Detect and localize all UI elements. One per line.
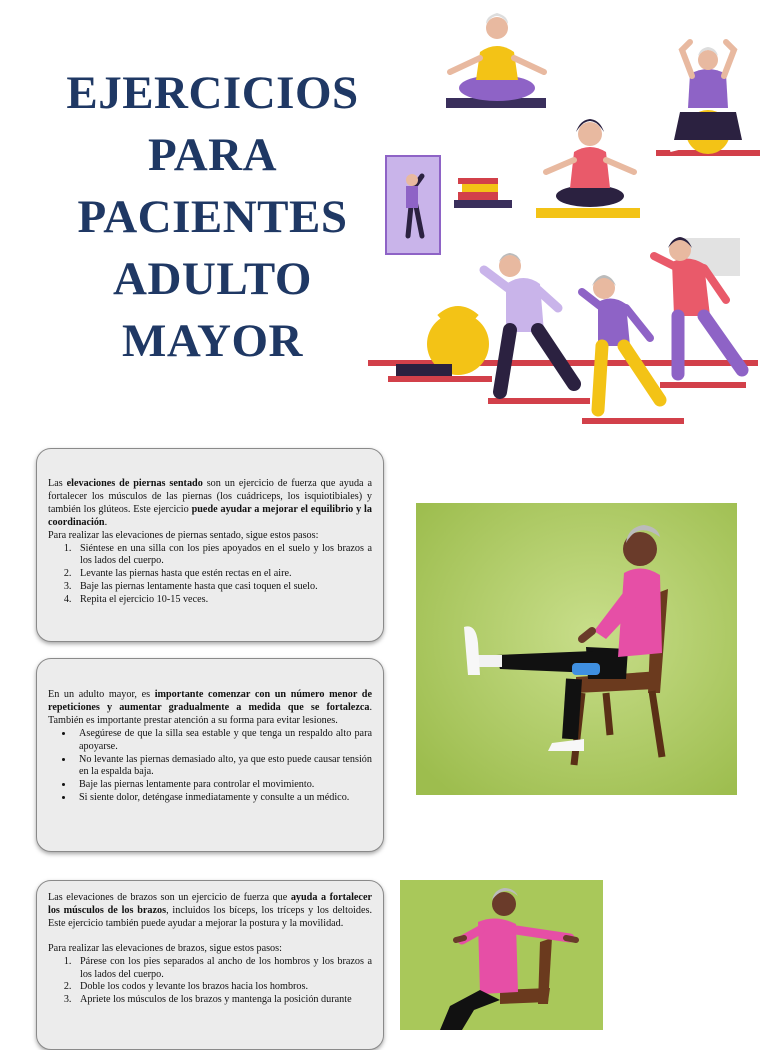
title-line: PACIENTES	[77, 191, 348, 243]
intro-text: son un ejercicio de fuerza que ayuda a fortalecer los músculos de las piernas (los cuádriceps, los isquiotibiales) y también los glúteos. Este ejercicio	[48, 478, 372, 515]
leg-raise-photo	[416, 503, 737, 795]
title-line: ADULTO	[113, 253, 312, 305]
card-intro	[48, 478, 372, 530]
books-icon	[454, 178, 512, 208]
title-line: PARA	[147, 129, 278, 181]
card-intro	[48, 892, 372, 931]
intro-text: Las	[48, 478, 67, 489]
intro-text: . También es importante prestar atención a su forma para evitar lesiones.	[48, 701, 372, 726]
leg-raise-info-card	[36, 448, 384, 642]
page-title	[40, 62, 385, 372]
tip-item: • No levante las piernas demasiado alto, ya que esto puede causar tensión en la espalda baja.	[74, 754, 372, 780]
card-intro	[48, 689, 372, 728]
step-item: 3. Baje las piernas lentamente hasta que casi toquen el suelo.	[74, 581, 372, 594]
step-item: 2. Levante las piernas hasta que estén rectas en el aire.	[74, 568, 372, 581]
intro-text: , incluidos los bíceps, los tríceps y los deltoides. Este ejercicio también puede ayudar a mejorar la postura y la movilidad.	[48, 904, 372, 929]
intro-text: .	[104, 516, 108, 528]
step-item: 3. Apriete los músculos de los brazos y mantenga la posición durante	[74, 994, 372, 1007]
steps-lead: Para realizar las elevaciones de brazos, sigue estos pasos:	[48, 942, 282, 954]
safety-tips-card	[36, 658, 384, 852]
yoga-woman-icon	[446, 13, 546, 108]
intro-emphasis: ayuda a fortalecer los músculos de los brazos	[48, 892, 372, 916]
steps-lead: Para realizar las elevaciones de piernas sentado, sigue estos pasos:	[48, 529, 319, 541]
kettlebell-ball-icon	[396, 310, 489, 376]
seniors-exercising-illustration	[360, 0, 768, 430]
intro-text: Las elevaciones de brazos son un ejercicio de fuerza que	[48, 892, 291, 903]
step-item: 1. Siéntese en una silla con los pies apoyados en el suelo y los brazos a los lados del cuerpo.	[74, 543, 372, 569]
intro-text: En un adulto mayor, es	[48, 689, 155, 700]
arm-raise-info-card	[36, 880, 384, 1050]
title-line: MAYOR	[122, 315, 303, 367]
intro-emphasis: elevaciones de piernas sentado	[66, 478, 203, 489]
steps-list	[48, 956, 372, 1008]
intro-emphasis: puede ayudar a mejorar el equilibrio y la coordinación	[48, 503, 372, 528]
arm-raise-photo	[400, 880, 603, 1030]
intro-emphasis: importante comenzar con un número menor de repeticiones y aumentar gradualmente a medida que se fortalezca	[48, 689, 372, 713]
meditating-woman-icon	[536, 119, 640, 218]
exercise-ball-woman-icon	[656, 42, 760, 156]
tip-item: • Baje las piernas lentamente para controlar el movimiento.	[74, 779, 372, 792]
step-item: 2. Doble los codos y levante los brazos hacia los hombros.	[74, 981, 372, 994]
steps-list	[48, 543, 372, 608]
step-item: 1. Párese con los pies separados al ancho de los hombros y los brazos a los lados del cuerpo.	[74, 956, 372, 982]
tips-list	[48, 728, 372, 805]
stretching-poster-icon	[386, 156, 440, 254]
tip-item: • Si siente dolor, deténgase inmediatamente y consulte a un médico.	[74, 792, 372, 805]
tip-item: • Asegúrese de que la silla sea estable y que tenga un respaldo alto para apoyarse.	[74, 728, 372, 754]
title-line: EJERCICIOS	[66, 67, 359, 119]
step-item: 4. Repita el ejercicio 10-15 veces.	[74, 594, 372, 607]
